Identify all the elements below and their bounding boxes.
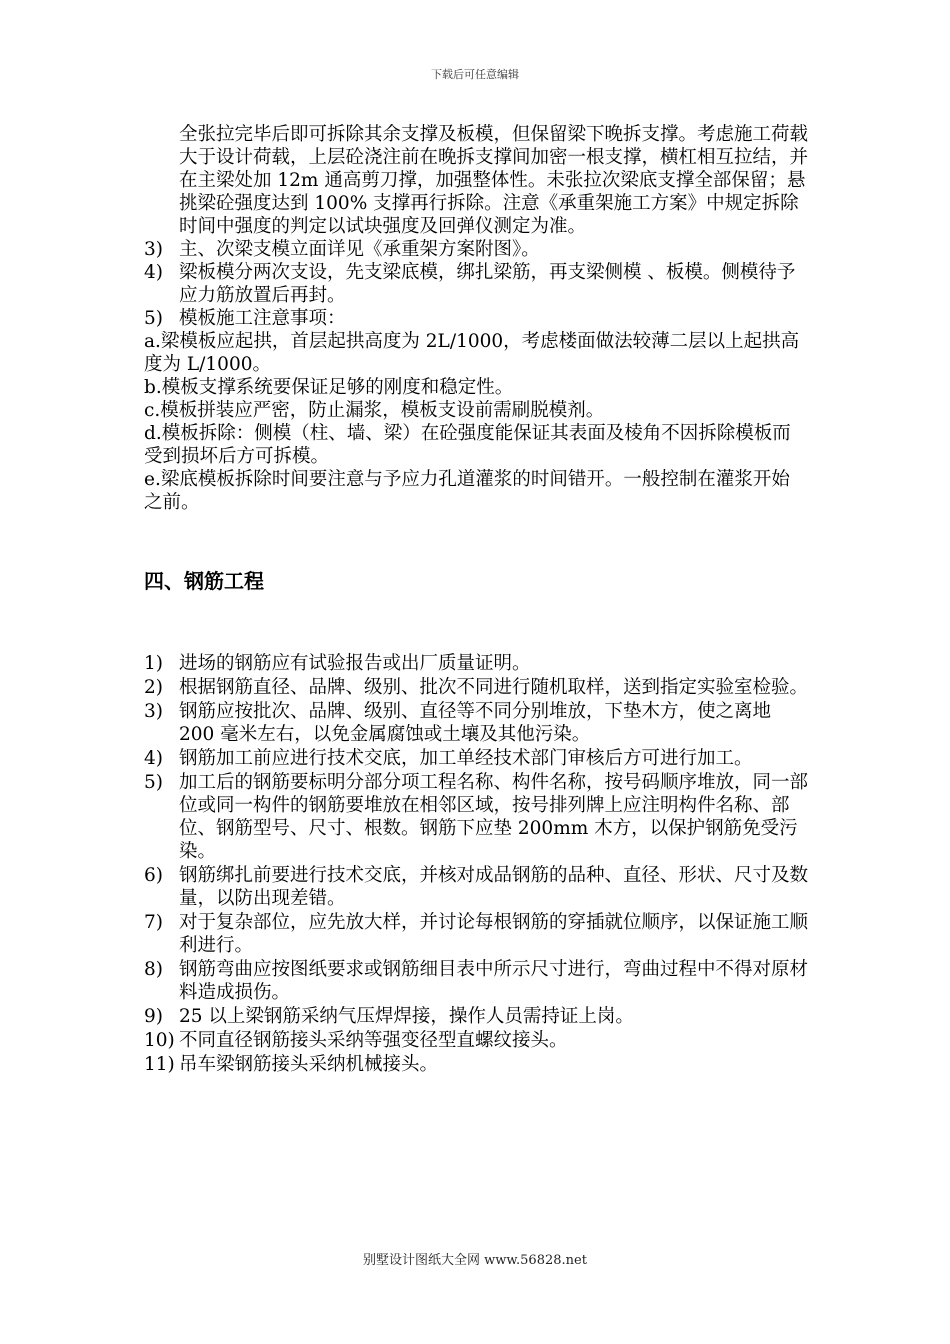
list-item-text: 钢筋应按批次、品牌、级别、直径等不同分别堆放，下垫木方，使之离地 200 毫米左右，以免金属腐蚀或土壤及其他污染。	[179, 701, 772, 745]
list-item	[144, 261, 808, 307]
rebar-list	[144, 652, 808, 1076]
list-item	[144, 747, 808, 770]
list-item-text: 25 以上梁钢筋采纳气压焊焊接，操作人员需持证上岗。	[179, 1006, 634, 1027]
list-item-number: 3)	[144, 701, 163, 722]
list-item	[144, 700, 808, 746]
list-item-number: 4)	[144, 262, 163, 283]
list-item-number: 4)	[144, 748, 163, 769]
list-item-number: 8)	[144, 959, 163, 980]
list-item	[144, 1053, 808, 1076]
list-item-text: 不同直径钢筋接头采纳等强变径型直螺纹接头。	[179, 1030, 568, 1051]
page-footer: 别墅设计图纸大全网 www.56828.net	[363, 1253, 587, 1268]
list-item	[144, 676, 808, 699]
note-d: d.模板拆除：侧模（柱、墙、梁）在砼强度能保证其表面及棱角不因拆除模板而受到损坏后方可拆模。	[144, 423, 791, 467]
list-item	[144, 1005, 808, 1028]
list-item-number: 11)	[144, 1054, 175, 1075]
list-item	[144, 307, 808, 330]
list-item-number: 3)	[144, 239, 163, 260]
list-item-number: 5)	[144, 772, 163, 793]
list-item-text: 吊车梁钢筋接头采纳机械接头。	[179, 1054, 439, 1075]
list-item-number: 10)	[144, 1030, 175, 1051]
list-item-text: 主、次梁支模立面详见《承重架方案附图》。	[179, 239, 540, 260]
list-item	[144, 771, 808, 863]
list-item-text: 进场的钢筋应有试验报告或出厂质量证明。	[179, 653, 531, 674]
list-item-text: 对于复杂部位，应先放大样，并讨论每根钢筋的穿插就位顺序，以保证施工顺利进行。	[179, 912, 809, 956]
list-item-text: 钢筋绑扎前要进行技术交底，并核对成品钢筋的品种、直径、形状、尺寸及数量，以防出现差错。	[179, 865, 809, 909]
section-heading: 四、钢筋工程	[144, 569, 264, 593]
list-item-number: 1)	[144, 653, 163, 674]
list-item-number: 7)	[144, 912, 163, 933]
paragraph-continuation: 全张拉完毕后即可拆除其余支撑及板模，但保留梁下晚拆支撑。考虑施工荷载大于设计荷载，上层砼浇注前在晚拆支撑间加密一根支撑，横杠相互拉结，并在主梁处加 12m 通高剪刀撑，加强整体性。未张拉次梁底支撑全部保留；悬挑梁砼强度达到 100% 支撑再行拆除。注意《承重架施工方案》中规定拆除时间中强度的判定以试块强度及回弹仪测定为准。	[179, 124, 809, 237]
list-item-text: 模板施工注意事项：	[179, 308, 346, 329]
list-item	[144, 958, 808, 1004]
list-item	[144, 238, 808, 261]
list-item	[144, 652, 808, 675]
note-a: a.梁模板应起拱，首层起拱高度为 2L/1000，考虑楼面做法较薄二层以上起拱高度为 L/1000。	[144, 331, 800, 375]
list-item-text: 梁板模分两次支设，先支梁底模，绑扎梁筋，再支梁侧模 、板模。侧模待予应力筋放置后再封。	[179, 262, 796, 306]
list-item-number: 5)	[144, 308, 163, 329]
list-item-number: 2)	[144, 677, 163, 698]
list-item	[144, 1029, 808, 1052]
document-body	[144, 123, 808, 1076]
list-item-text: 钢筋加工前应进行技术交底，加工单经技术部门审核后方可进行加工。	[179, 748, 753, 769]
list-item-text: 钢筋弯曲应按图纸要求或钢筋细目表中所示尺寸进行，弯曲过程中不得对原材料造成损伤。	[179, 959, 809, 1003]
list-item	[144, 864, 808, 910]
note-e: e.梁底模板拆除时间要注意与予应力孔道灌浆的时间错开。一般控制在灌浆开始之前。	[144, 469, 790, 513]
page-header: 下载后可任意编辑	[431, 68, 519, 81]
note-c: c.模板拼装应严密，防止漏浆，模板支设前需刷脱模剂。	[144, 400, 605, 421]
list-item-number: 6)	[144, 865, 163, 886]
list-item-number: 9)	[144, 1006, 163, 1027]
list-item-text: 根据钢筋直径、品牌、级别、批次不同进行随机取样，送到指定实验室检验。	[179, 677, 809, 698]
list-item	[144, 911, 808, 957]
list-item-text: 加工后的钢筋要标明分部分项工程名称、构件名称，按号码顺序堆放，同一部位或同一构件的钢筋要堆放在相邻区域，按号排列牌上应注明构件名称、部位、钢筋型号、尺寸、根数。钢筋下应垫 200mm 木方，以保护钢筋免受污染。	[179, 772, 809, 862]
note-b: b.模板支撑系统要保证足够的刚度和稳定性。	[144, 377, 514, 398]
